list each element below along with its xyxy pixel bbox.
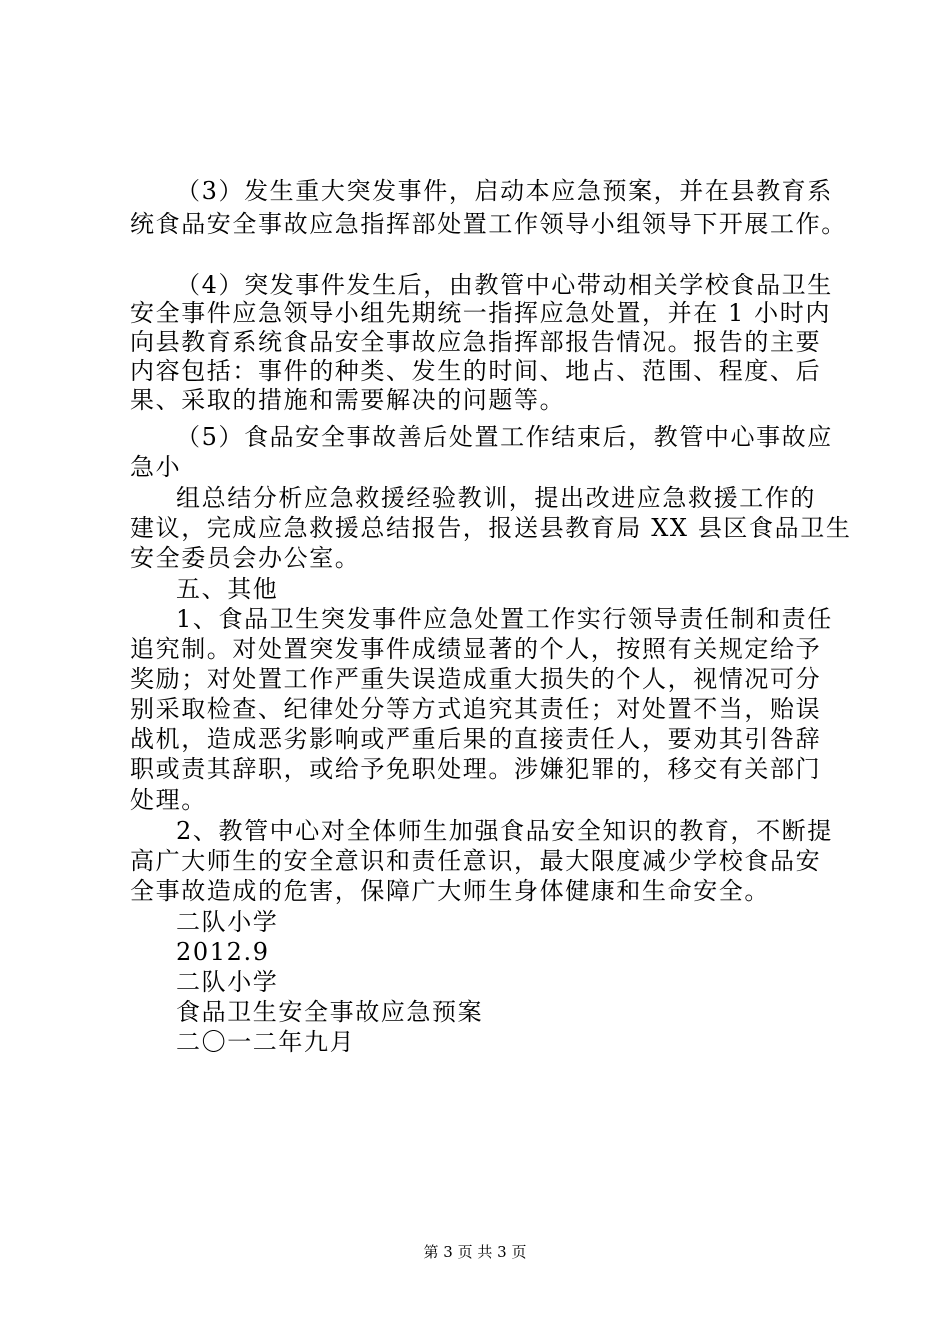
paragraph-line: 别采取检查、纪律处分等方式追究其责任；对处置不当，贻误 (130, 695, 822, 723)
paragraph-line: 奖励；对处置工作严重失误造成重大损失的个人，视情况可分 (130, 665, 822, 693)
paragraph-line: （5）食品安全事故善后处置工作结束后，教管中心事故应 (176, 423, 833, 451)
paragraph-line: 高广大师生的安全意识和责任意识，最大限度减少学校食品安 (130, 847, 822, 875)
paragraph-line: 安全委员会办公室。 (130, 544, 361, 572)
paragraph-line: 职或责其辞职，或给予免职处理。涉嫌犯罪的，移交有关部门 (130, 755, 822, 783)
paragraph-line: 1、食品卫生突发事件应急处置工作实行领导责任制和责任 (176, 605, 833, 633)
signature-school: 二队小学 (176, 968, 279, 996)
paragraph-line: （4）突发事件发生后，由教管中心带动相关学校食品卫生 (176, 271, 833, 299)
paragraph-line: 建议，完成应急救援总结报告，报送县教育局 XX 县区食品卫生 (130, 514, 852, 542)
document-title: 食品卫生安全事故应急预案 (176, 998, 484, 1026)
paragraph-line: 组总结分析应急救援经验教训，提出改进应急救援工作的 (176, 484, 816, 512)
signature-school: 二队小学 (176, 908, 279, 936)
paragraph-line: 果、采取的措施和需要解决的问题等。 (130, 386, 566, 414)
section-heading: 五、其他 (176, 575, 279, 603)
signature-date: 2012.9 (176, 938, 270, 966)
paragraph-line: 战机，造成恶劣影响或严重后果的直接责任人，要劝其引咎辞 (130, 725, 822, 753)
paragraph-line: 2、教管中心对全体师生加强食品安全知识的教育，不断提 (176, 817, 833, 845)
page-number: 第 3 页 共 3 页 (423, 1243, 527, 1261)
paragraph-line: 安全事件应急领导小组先期统一指挥应急处置，并在 1 小时内 (130, 299, 831, 327)
paragraph-line: 全事故造成的危害，保障广大师生身体健康和生命安全。 (130, 877, 770, 905)
paragraph-line: 急小 (130, 453, 182, 481)
paragraph-line: 内容包括：事件的种类、发生的时间、地占、范围、程度、后 (130, 357, 822, 385)
paragraph-line: 追究制。对处置突发事件成绩显著的个人，按照有关规定给予 (130, 635, 822, 663)
document-date: 二〇一二年九月 (176, 1028, 356, 1056)
paragraph-line: 向县教育系统食品安全事故应急指挥部报告情况。报告的主要 (130, 328, 822, 356)
paragraph-line: （3）发生重大突发事件，启动本应急预案，并在县教育系 (176, 177, 833, 205)
paragraph-line: 统食品安全事故应急指挥部处置工作领导小组领导下开展工作。 (130, 210, 847, 238)
paragraph-line: 处理。 (130, 786, 207, 814)
